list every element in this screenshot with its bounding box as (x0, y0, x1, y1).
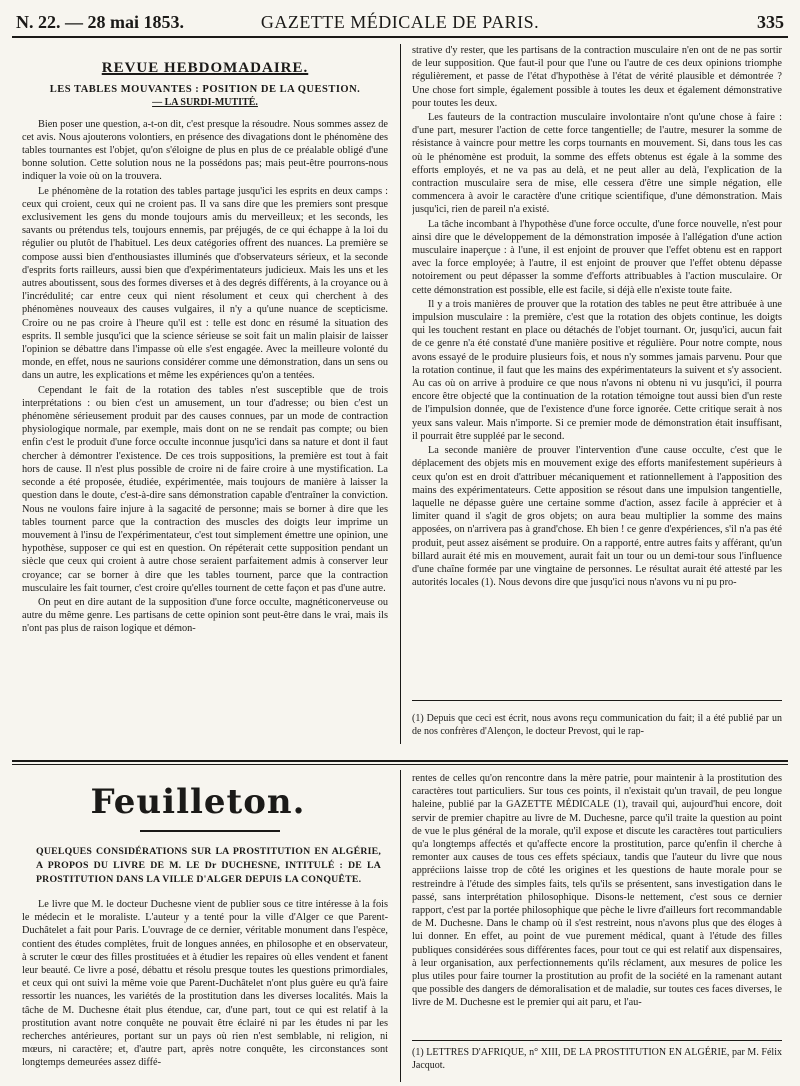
column-divider (400, 770, 401, 1082)
feuilleton-rule-2 (12, 764, 788, 765)
revue-subtitle: LES TABLES MOUVANTES : POSITION DE LA QUESTION. (49, 84, 361, 96)
journal-title: GAZETTE MÉDICALE DE PARIS. (260, 12, 540, 32)
paragraph: rentes de celles qu'on rencontre dans la mère patrie, pour maintenir à la prostitution des caractères tout particuliers. Sur tous ces points, il n'existait qu'un travail, de peu longue haleine, publié par la GAZETTE MÉDICALE (1), travail qui, aujourd'hui encore, doit servir de premier chapitre au livre de M. Duchesne, parce qu'il traite la question au point de vue le plus général de la morale, qu'il expose et discute les caractères tout particuliers qu'a longtemps affectés et qu'affecte encore la prostitution, parce qu'enfin il cherche à remonter aux causes de tous ces effets spéciaux, tandis que l'auteur du livre que nous appréciions laisse trop de côté les origines et les questions de haute morale pour se restreindre à l'étude des simples faits, tels qu'ils se présentent, sans investigation dans le passé, sans interprétation philosophique. Disons-le nettement, c'est sous ce dernier rapport, c'est par la portée philosophique que pèche le livre d'ailleurs fort recommandable de M. Duchesne. Dans le champ où il s'est restreint, nous n'avons plus que des éloges à lui donner. En effet, au point de vue purement médical, quant à l'étude des filles publiques considérées sous différentes faces, pour tout ce qui est relatif aux dispensaires, à leur organisation, aux perfectionnements qu'ils réclament, aux mesures de police les plus utiles pour faire tourner la prostitution au profit de la société en la ramenant autant que possible des dangers de démoralisation et de maladie, sur toutes ces faces diverses, le livre de M. Duchesne est le premier qui ait paru, et l'au- (412, 773, 782, 1009)
paragraph: strative d'y rester, que les partisans de la contraction musculaire n'en ont de ne pas sortir de leur supposition. Que faut-il pour que l'une ou l'autre de ces deux opinions triomphe régulièrement, et passe de l'état d'hypothèse à l'état de vérité plausible et démontrée ? Une chose fort simple, également possible à toutes les deux et également démonstrative pour toutes les deux. (412, 45, 782, 109)
footnote-rule (412, 700, 782, 701)
revue-left-column (22, 58, 388, 748)
paragraph: On peut en dire autant de la supposition d'une force occulte, magnéticonerveuse ou autre du même genre. Les partisans de cette opinion sont peut-être dans le vrai, mais ils n'ont pas plus de raison logique et démon- (22, 596, 388, 635)
feuilleton-right-column (412, 772, 782, 1034)
page-number: 335 (757, 12, 784, 32)
paragraph: Cependant le fait de la rotation des tables n'est susceptible que de trois interprétations : ou bien c'est un amusement, un tour d'adresse; ou bien c'est un phénomène sérieusement produit par des causes connues, par un mode de contraction physiologique normale, par exemple, mais dont on ne se rendait pas compte; ou bien enfin c'est le produit d'une force occulte inconnue jusqu'ici dans sa nature et dont il faut chercher à démontrer l'existence. De ces trois suppositions, la première est tout à fait hors de cause. Il n'est plus possible de croire ni de faire croire à une mystification. La seconde a été proposée, étudiée, expérimentée, mais toujours de manière à laisser la question dans le doute, c'est-à-dire sans démonstration capable d'entraîner la conviction. Nous ne voulons faire injure à la sagacité de personne; mais se borner à dire que les tables tournent parce que la contraction des muscles des doigts leur imprime un mouvement à l'insu de l'expérimentateur, c'est tout simplement émettre une opinion, une hypothèse, supposer ce qui est en question. On répéterait cette supposition pendant un siècle que ceux qui croient à autre chose seraient parfaitement admis à conserver leur croyance; car se borner à dire que les tables tournent, parce que la contraction musculaire les fait tourner, c'est croire qu'elles tournent de cette façon et pas d'une autre. (22, 384, 388, 594)
footnote-rule (412, 1040, 782, 1041)
page-header (12, 6, 788, 38)
revue-footnote: (1) Depuis que ceci est écrit, nous avons reçu communication du fait; il a été publié par un de nos confrères d'Alençon, le docteur Prevost, qui le rap- (412, 713, 782, 737)
revue-right-column (412, 44, 782, 692)
feuilleton-subhead: QUELQUES CONSIDÉRATIONS SUR LA PROSTITUTION EN ALGÉRIE, A PROPOS DU LIVRE DE M. LE Dr DUCHESNE, INTITULÉ : DE LA PROSTITUTION DANS LA VILLE D'ALGER DEPUIS LA CONQUÊTE. (36, 846, 381, 885)
feuilleton-rule (12, 760, 788, 762)
revue-subtitle-2: — LA SURDI-MUTITÉ. (152, 97, 258, 109)
paragraph: Bien poser une question, a-t-on dit, c'est presque la résoudre. Nous sommes assez de cet avis. Nous ajouterons volontiers, en présence des divagations dont le phénomène des tables tournantes est l'objet, qu'on s'éloigne de plus en plus de ce préalable obligé d'une bonne solution. Cette solution nous ne la possédons pas; mais peut-être pourrons-nous indiquer la voie où on la trouvera. (22, 118, 388, 183)
title-underline (140, 830, 280, 832)
paragraph: La seconde manière de prouver l'intervention d'une cause occulte, c'est que le déplacement des objets mis en mouvement exige des efforts manifestement supérieurs à ceux qu'on est en droit d'attribuer mécaniquement et rationnellement à l'apposition des mains des expérimentateurs. Cette apposition se résout dans une impulsion tangentielle, laquelle ne dépasse guère une certaine somme d'action, assez facile à apprécier et à limiter quand il s'agit de gros objets; on aura beau multiplier la somme des mains apposées, on n'arrivera pas à grand'chose. Eh bien ! ce genre d'expériences, s'il n'a pas été produit, peut assez aisément se produire. On a rapporté, entre autres faits y afférant, qu'un billard aurait été mis en mouvement, aurait fait un tour ou un demi-tour sous l'influence d'une chaîne formée par une vingtaine de personnes. Le résultat aurait été attesté par les autorités locales (1). Nous devons dire que jusqu'ici nous n'avons vu ni pu pro- (412, 445, 782, 589)
paragraph: Le phénomène de la rotation des tables partage jusqu'ici les esprits en deux camps : ceux qui croient, ceux qui ne croient pas. Il va sans dire que les premiers sont presque exclusivement les gens du monde toujours amis du merveilleux; et les seconds, les savants ou prétendus tels, toujours ennemis, par préjugés, de ce qui échappe à la loi du régulier ou plutôt de l'habituel. Les deux catégories offrent des nuances. La première se compose aussi bien d'enthousiastes illuminés que d'observateurs sérieux, et la seconde d'esprits forts railleurs, aussi bien que d'expérimentateurs judicieux. Mais les uns et les autres aboutissent, sous des formes diverses et à des degrés différents, à la croyance ou à l'incrédulité; car entre ceux qui nient résolument et ceux qui cherchent à des phénomènes nouveaux des causes vulgaires, il n'y a qu'une nuance de scepticisme. Croire ou ne pas croire à l'heure qu'il est : telle est donc en résumé la situation des esprits. Il semble jusqu'ici que la science sérieuse se soit fait un malin plaisir de laisser l'opinion se débattre dans l'impasse où elle s'est engagée. Avec la meilleure volonté du monde, en effet, nous ne saurions considérer comme une démonstration, dans un sens ou dans un autre, les explications et même les expériences qu'on a tentées. (22, 185, 388, 382)
paragraph: Les fauteurs de la contraction musculaire involontaire n'ont qu'une chose à faire : d'une part, mesurer l'action de cette force tangentielle; de l'autre, mesurer la somme de résistance à vaincre pour mettre les corps tournants en mouvement. Si, dans tous les cas où le phénomène est produit, la somme des effets obtenus est égale à la somme des efforts employés, et ne va pas au delà, et ne peut aller au delà, l'explication de la contraction musculaire sera de mise, elle cessera d'être une simple négation, elle commencera à avoir le caractère d'une critique scientifique, d'une démonstration. Mais jusqu'ici, rien de pareil n'a existé. (412, 112, 782, 216)
paragraph: Le livre que M. le docteur Duchesne vient de publier sous ce titre intéresse à la fois le médecin et le moraliste. L'auteur y a tenté pour la ville d'Alger ce que Parent-Duchâtelet a fait pour Paris. L'ouvrage de ce dernier, véritable monument dans l'espèce, contient des études complètes, fruit de longues années, en philosophe et en observateur, à scruter le cœur des filles prostituées et à étudier les repaires où elles vendent et fanent leur beauté. Ce livre a posé, débattu et résolu presque toutes les questions primordiales, et ceux qui ont suivi la même voie que Parent-Duchâtelet n'ont plus guère eu qu'à faire ressortir les nuances, les variétés de la prostitution dans les diverses localités. Mais la tâche de M. Duchesne était plus étendue, car, d'une part, tout ce qui est relatif à la prostitution avant notre conquête ne pouvait être éclairé ni par les études ni par les recherches antérieures, portant sur un pays où rien n'est semblable, ni religion, ni mœurs, ni caractère; et, d'autre part, après notre conquête, les circonstances sont longtemps demeurées assez diffé- (22, 899, 388, 1069)
paragraph: Il y a trois manières de prouver que la rotation des tables ne peut être attribuée à une impulsion musculaire : la première, c'est que la rotation des objets continue, les doigts qui les touchent restant en place ou détachés de l'objet tournant. Or, jusqu'ici, aucun fait de ce genre n'a été constaté d'une manière positive et régulière. Pour notre compte, nous avons essayé de le produire plusieurs fois, et nous n'y sommes jamais parvenu. Pour que la rotation continue, il faut que les mains des expérimentateurs la suivent et s'y associent. Au cas où on arrive à produire ce que nous n'avons ni obtenu ni vu jusqu'ici, il pourra encore être objecté que la continuation de la rotation témoigne tout aussi bien d'un reste de l'impulsion donnée, que de l'existence d'une force ignorée. Cette critique serait à nos yeux sans valeur. Mais n'importe. Si ce premier mode de démonstration était insuffisant, il pourrait être suppléé par le second. (412, 298, 782, 442)
column-divider (400, 44, 401, 744)
paragraph: La tâche incombant à l'hypothèse d'une force occulte, d'une force nouvelle, n'est pour ainsi dire que le développement de la démonstration imposée à l'allégation d'une action musculaire inaperçue : à l'une, il est enjoint de prouver que l'effet obtenu est en rapport avec la force employée; à l'autre, il est enjoint de prouver que l'effet obtenu dépasse notoirement ou peut dépasser la somme d'efforts attribuables à l'action musculaire. Or cette démonstration est possible, elle est facile, si déjà elle n'existe toute faite. (412, 218, 782, 296)
feuilleton-left-column (22, 898, 388, 1084)
feuilleton-footnote: (1) LETTRES D'AFRIQUE, n° XIII, DE LA PROSTITUTION EN ALGÉRIE, par M. Félix Jacquot. (412, 1047, 782, 1071)
revue-title: REVUE HEBDOMADAIRE. (101, 60, 309, 76)
issue-number: N. 22. — 28 mai 1853. (16, 12, 184, 32)
feuilleton-title: Feuilleton. (90, 782, 306, 822)
